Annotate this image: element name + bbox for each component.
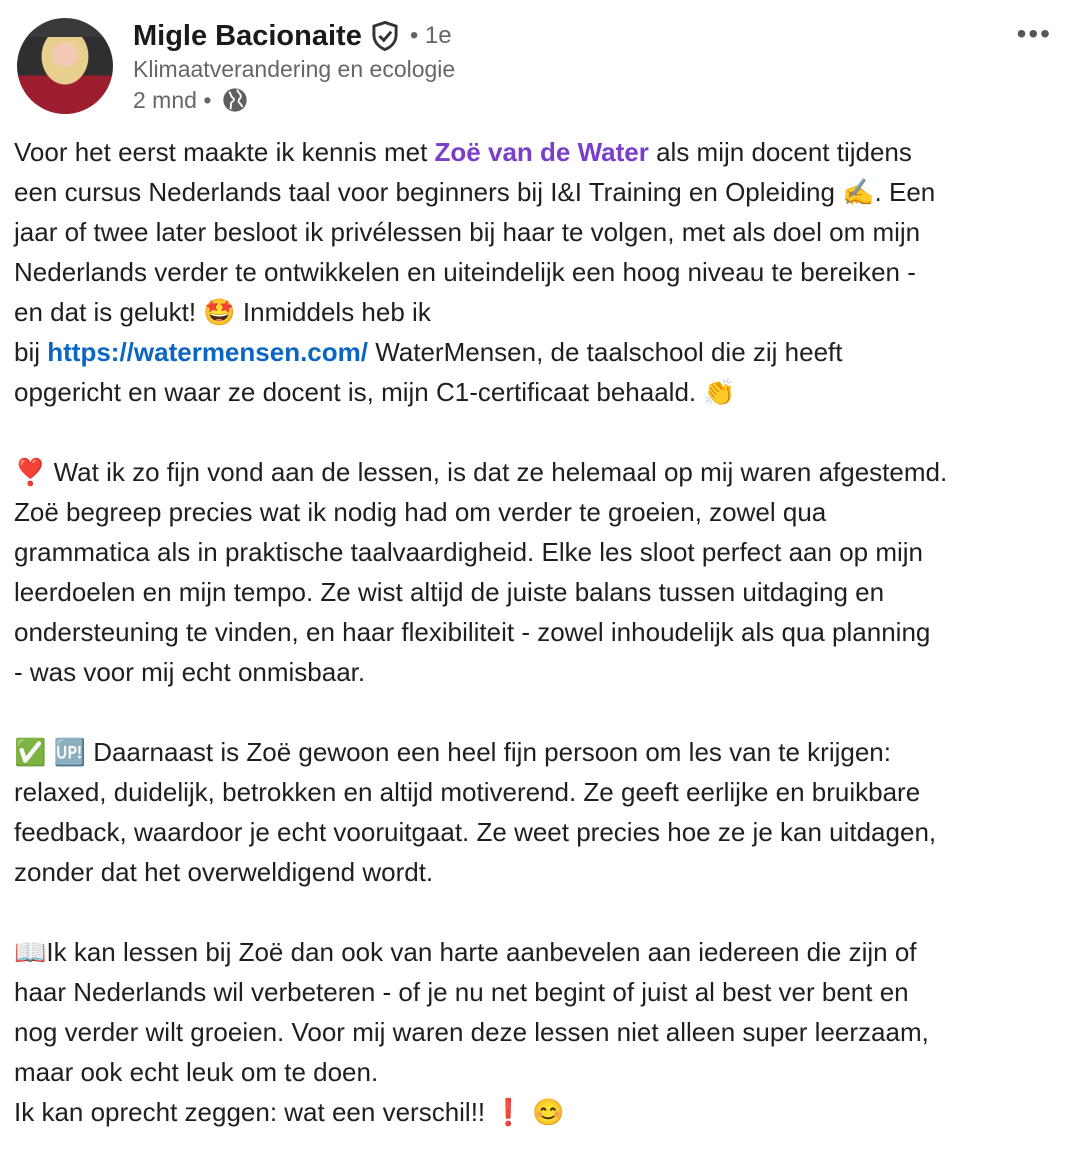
text-segment: Zoë begreep precies wat ik nodig had om verder te groeien, zowel qua	[14, 497, 827, 527]
post-line	[14, 612, 947, 652]
text-segment: nog verder wilt groeien. Voor mij waren deze lessen niet alleen super leerzaam,	[14, 1017, 929, 1047]
post-line	[14, 332, 947, 372]
post-line	[14, 372, 947, 412]
text-segment: Nederlands verder te ontwikkelen en uiteindelijk een hoog niveau te bereiken -	[14, 257, 916, 287]
text-segment: ❣️ Wat ik zo fijn vond aan de lessen, is dat ze helemaal op mij waren afgestemd.	[14, 457, 948, 487]
text-segment: grammatica als in praktische taalvaardigheid. Elke les sloot perfect aan op mijn	[14, 537, 924, 567]
text-segment: zonder dat het overweldigend wordt.	[14, 857, 434, 887]
text-segment: als mijn docent tijdens	[648, 137, 912, 167]
url-link[interactable]: https://watermensen.com/	[47, 337, 368, 367]
more-options-button[interactable]: •••	[1016, 18, 1052, 49]
text-segment: - was voor mij echt onmisbaar.	[14, 657, 366, 687]
post-line	[14, 572, 947, 612]
post-text	[14, 132, 947, 1132]
text-segment: een cursus Nederlands taal voor beginners bij I&I Training en Opleiding ✍. Een	[14, 177, 936, 207]
verified-shield-icon	[370, 20, 400, 52]
post-line	[14, 532, 947, 572]
text-segment: Voor het eerst maakte ik kennis met	[14, 137, 435, 167]
globe-icon	[221, 86, 249, 114]
text-segment: en dat is gelukt! 🤩 Inmiddels heb ik	[14, 297, 431, 327]
author-headline: Klimaatverandering en ecologie	[133, 56, 456, 82]
text-segment: Ik kan oprecht zeggen: wat een verschil!! ❗ 😊	[14, 1097, 565, 1127]
post-line	[14, 1012, 947, 1052]
post-line	[14, 172, 947, 212]
mention-link[interactable]: Zoë van de Water	[434, 137, 649, 167]
post-line	[14, 972, 947, 1012]
text-segment: relaxed, duidelijk, betrokken en altijd motiverend. Ze geeft eerlijke en bruikbare	[14, 777, 921, 807]
author-name[interactable]: Migle Bacionaite	[133, 19, 362, 52]
avatar[interactable]	[17, 18, 113, 114]
post-line	[14, 732, 947, 772]
post-line	[14, 812, 947, 852]
text-segment: 📖Ik kan lessen bij Zoë dan ook van harte aanbevelen aan iedereen die zijn of	[14, 937, 917, 967]
post-line	[14, 1052, 947, 1092]
post-line	[14, 852, 947, 892]
post-line	[14, 692, 947, 732]
post-line	[14, 492, 947, 532]
post-line	[14, 892, 947, 932]
connection-degree: • 1e	[409, 22, 452, 49]
post-line	[14, 772, 947, 812]
text-segment: haar Nederlands wil verbeteren - of je nu net begint of juist al best ver bent en	[14, 977, 909, 1007]
post-line	[14, 412, 947, 452]
post-line	[14, 292, 947, 332]
post-line	[14, 452, 947, 492]
post-time: 2 mnd •	[133, 86, 212, 113]
post-line	[14, 212, 947, 252]
text-segment: bij	[14, 337, 48, 367]
text-segment: maar ook echt leuk om te doen.	[14, 1057, 379, 1087]
text-segment: jaar of twee later besloot ik privélessen bij haar te volgen, met als doel om mijn	[14, 217, 921, 247]
text-segment: opgericht en waar ze docent is, mijn C1-certificaat behaald. 👏	[14, 377, 736, 407]
post-meta	[133, 86, 249, 114]
post-line	[14, 1092, 947, 1132]
post-line	[14, 932, 947, 972]
text-segment: feedback, waardoor je echt vooruitgaat. Ze weet precies hoe ze je kan uitdagen,	[14, 817, 937, 847]
author-row	[133, 16, 452, 56]
text-segment: WaterMensen, de taalschool die zij heeft	[367, 337, 843, 367]
text-segment: ✅ 🆙 Daarnaast is Zoë gewoon een heel fijn persoon om les van te krijgen:	[14, 737, 891, 767]
post-line	[14, 252, 947, 292]
text-segment: ondersteuning te vinden, en haar flexibiliteit - zowel inhoudelijk als qua planning	[14, 617, 931, 647]
post-line	[14, 652, 947, 692]
text-segment: leerdoelen en mijn tempo. Ze wist altijd de juiste balans tussen uitdaging en	[14, 577, 885, 607]
post-line	[14, 132, 947, 172]
